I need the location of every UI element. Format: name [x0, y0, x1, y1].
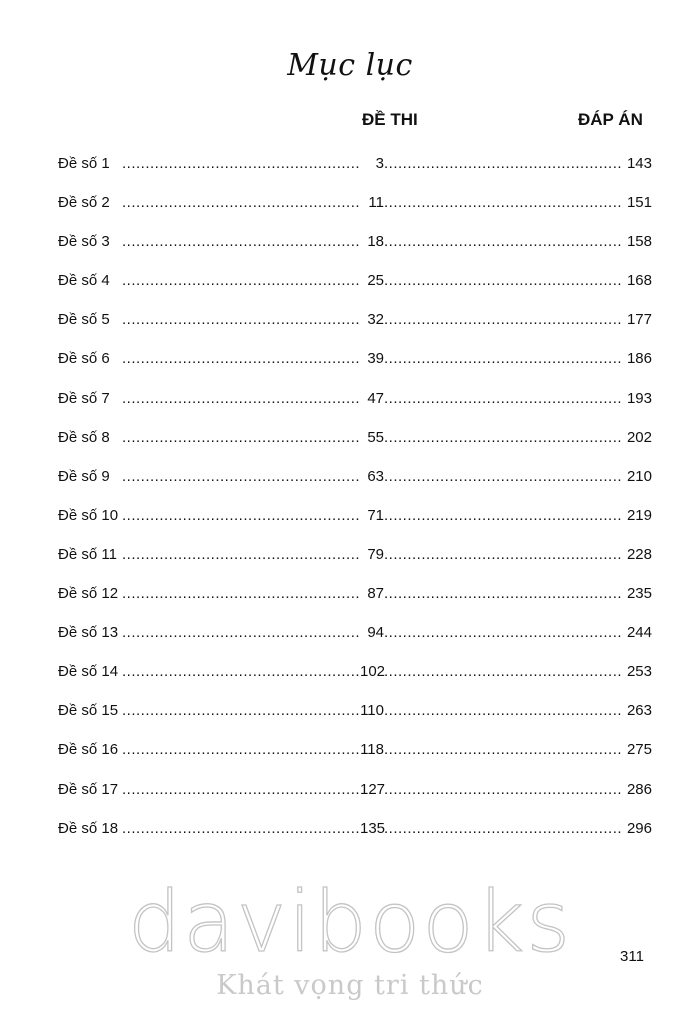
toc-entry-label: Đề số 3 [58, 233, 110, 251]
toc-row [58, 193, 652, 232]
leader-dots [384, 623, 622, 643]
leader-dots [384, 310, 622, 330]
leader-dots [122, 349, 360, 369]
leader-dots [384, 349, 622, 369]
exam-page-number: 127 [360, 780, 386, 798]
leader-dots [384, 154, 622, 174]
toc-row [58, 623, 652, 662]
leader-dots [122, 389, 360, 409]
exam-page-number: 39 [367, 350, 384, 368]
watermark-brand: davibooks [127, 873, 573, 971]
leader-dots [384, 232, 622, 252]
exam-page-number: 63 [367, 467, 384, 485]
toc-row [58, 271, 652, 310]
leader-dots [122, 740, 360, 760]
toc-entry-label: Đề số 1 [58, 155, 110, 172]
toc-row [58, 428, 652, 467]
answer-page-number: 177 [626, 311, 652, 329]
exam-page-number: 55 [367, 428, 384, 446]
leader-dots [122, 780, 360, 800]
exam-page-number: 94 [367, 624, 384, 642]
toc-entry-label: Đề số 7 [58, 389, 110, 407]
toc-row [58, 506, 652, 545]
answer-page-number: 219 [626, 506, 652, 524]
leader-dots [384, 701, 622, 721]
toc-row [58, 154, 652, 193]
answer-page-number: 253 [626, 663, 652, 681]
toc-entry-label: Đề số 8 [58, 428, 110, 446]
toc-entry-label: Đề số 9 [58, 467, 110, 485]
leader-dots [384, 662, 622, 682]
answer-page-number: 202 [626, 428, 652, 446]
toc-entry-label: Đề số 4 [58, 272, 110, 290]
leader-dots [122, 154, 360, 174]
leader-dots [122, 310, 360, 330]
answer-page-number: 210 [626, 467, 652, 485]
toc-entry-label: Đề số 16 [58, 741, 119, 759]
exam-page-number: 118 [360, 741, 384, 759]
watermark-tagline: Khát vọng tri thức [216, 970, 484, 1001]
toc-entry-label: Đề số 10 [58, 506, 119, 524]
toc-entry-label: Đề số 6 [58, 350, 110, 368]
leader-dots [384, 506, 622, 526]
answer-page-number: 275 [626, 741, 652, 759]
toc-row [58, 584, 652, 623]
toc-row [58, 467, 652, 506]
toc-entry-label: Đề số 5 [58, 311, 110, 329]
leader-dots [384, 271, 622, 291]
toc-entry-label: Đề số 18 [58, 819, 119, 837]
page-title: Mục lục [287, 48, 413, 83]
answer-page-number: 143 [626, 155, 652, 172]
toc-row [58, 662, 652, 701]
exam-page-number: 11 [368, 194, 384, 212]
answer-page-number: 244 [626, 624, 652, 642]
leader-dots [384, 389, 622, 409]
leader-dots [384, 740, 622, 760]
answer-page-number: 168 [626, 272, 652, 290]
toc-row [58, 389, 652, 428]
answer-page-number: 296 [626, 819, 652, 837]
leader-dots [122, 584, 360, 604]
exam-page-number: 87 [367, 585, 384, 603]
table-of-contents [58, 154, 652, 858]
exam-page-number: 135 [360, 819, 386, 837]
exam-page-number: 25 [367, 272, 384, 290]
leader-dots [384, 428, 622, 448]
leader-dots [122, 506, 360, 526]
answer-page-number: 158 [626, 233, 652, 251]
exam-page-number: 18 [367, 233, 384, 251]
toc-row [58, 780, 652, 819]
toc-entry-label: Đề số 17 [58, 780, 119, 798]
leader-dots [122, 545, 360, 565]
leader-dots [122, 428, 360, 448]
exam-page-number: 47 [367, 389, 384, 407]
leader-dots [122, 232, 360, 252]
exam-page-number: 71 [367, 506, 384, 524]
toc-entry-label: Đề số 2 [58, 194, 110, 212]
answer-page-number: 235 [626, 585, 652, 603]
toc-row [58, 349, 652, 388]
toc-entry-label: Đề số 13 [58, 624, 119, 642]
answer-page-number: 186 [626, 350, 652, 368]
leader-dots [122, 662, 360, 682]
toc-row [58, 545, 652, 584]
answer-page-number: 228 [626, 545, 652, 563]
leader-dots [122, 193, 360, 213]
toc-entry-label: Đề số 12 [58, 585, 119, 603]
leader-dots [384, 193, 622, 213]
toc-row [58, 701, 652, 740]
page-number: 311 [620, 948, 644, 965]
column-header-exam: ĐỀ THI [362, 110, 418, 129]
exam-page-number: 102 [360, 663, 386, 681]
leader-dots [122, 701, 360, 721]
leader-dots [122, 623, 360, 643]
leader-dots [384, 545, 622, 565]
toc-entry-label: Đề số 11 [58, 545, 117, 563]
exam-page-number: 32 [367, 311, 384, 329]
answer-page-number: 286 [626, 780, 652, 798]
leader-dots [384, 780, 622, 800]
toc-row [58, 232, 652, 271]
answer-page-number: 263 [626, 702, 652, 720]
leader-dots [384, 584, 622, 604]
toc-row [58, 819, 652, 858]
leader-dots [384, 467, 622, 487]
toc-row [58, 740, 652, 779]
leader-dots [122, 819, 360, 839]
leader-dots [384, 819, 622, 839]
leader-dots [122, 467, 360, 487]
answer-page-number: 193 [626, 389, 652, 407]
column-header-answer: ĐÁP ÁN [578, 110, 643, 129]
leader-dots [122, 271, 360, 291]
answer-page-number: 151 [626, 194, 652, 212]
exam-page-number: 110 [360, 702, 384, 720]
toc-row [58, 310, 652, 349]
toc-entry-label: Đề số 14 [58, 663, 119, 681]
toc-entry-label: Đề số 15 [58, 702, 119, 720]
exam-page-number: 79 [367, 545, 384, 563]
exam-page-number: 3 [375, 155, 384, 172]
